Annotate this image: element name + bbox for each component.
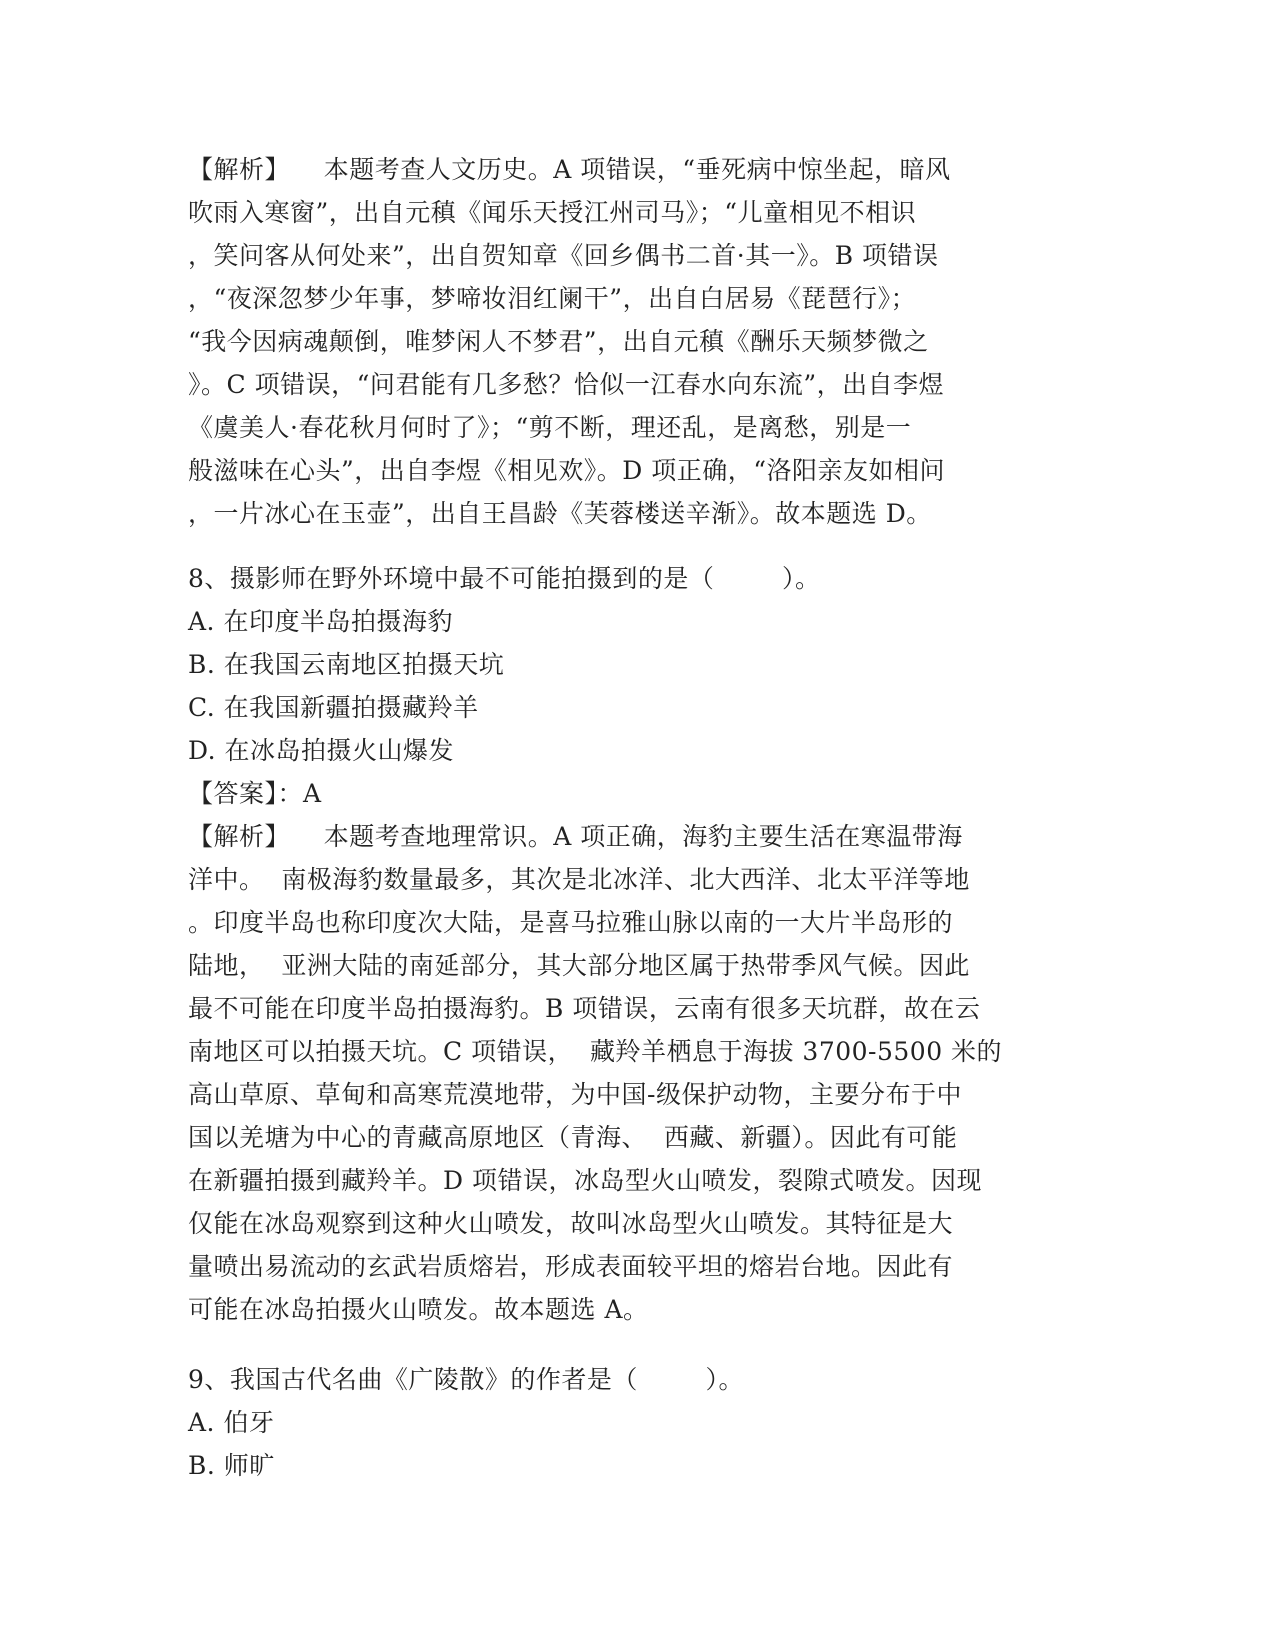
option-a: A. 伯牙 — [188, 1408, 275, 1437]
analysis-line: 《虞美人·春花秋月何时了》；“剪不断，理还乱，是离愁，别是一 — [188, 413, 912, 442]
question-9 — [188, 1358, 1078, 1487]
analysis-line: 。印度半岛也称印度次大陆，是喜马拉雅山脉以南的一大片半岛形的 — [188, 908, 954, 937]
analysis-line: 般滋味在心头”，出自李煜《相见欢》。D 项正确，“洛阳亲友如相问 — [188, 456, 946, 485]
analysis-line: 在新疆拍摄到藏羚羊。D 项错误，冰岛型火山喷发，裂隙式喷发。因现 — [188, 1166, 982, 1195]
option-d: D. 在冰岛拍摄火山爆发 — [188, 736, 455, 765]
analysis-line: 【解析】 本题考查地理常识。A 项正确，海豹主要生活在寒温带海 — [188, 822, 963, 851]
analysis-line: 洋中。 南极海豹数量最多，其次是北冰洋、北大西洋、北太平洋等地 — [188, 865, 970, 894]
question-stem: 8、摄影师在野外环境中最不可能拍摄到的是（ ）。 — [188, 564, 821, 593]
analysis-line: 国以羌塘为中心的青藏高原地区（青海、 西藏、新疆）。因此有可能 — [188, 1123, 958, 1152]
answer-line: 【答案】：A — [188, 779, 322, 808]
analysis-line: 可能在冰岛拍摄火山喷发。故本题选 A。 — [188, 1295, 649, 1324]
analysis-line: ，笑问客从何处来”，出自贺知章《回乡偶书二首·其一》。B 项错误 — [188, 241, 939, 270]
option-a: A. 在印度半岛拍摄海豹 — [188, 607, 453, 636]
analysis-line: 》。C 项错误，“问君能有几多愁？恰似一江春水向东流”，出自李煜 — [188, 370, 945, 399]
question-stem: 9、我国古代名曲《广陵散》的作者是（ ）。 — [188, 1365, 744, 1394]
question-8 — [188, 557, 1078, 1331]
option-b: B. 师旷 — [188, 1451, 275, 1480]
analysis-line: 仅能在冰岛观察到这种火山喷发，故叫冰岛型火山喷发。其特征是大 — [188, 1209, 954, 1238]
analysis-line: ，“夜深忽梦少年事，梦啼妆泪红阑干”，出自白居易《琵琶行》； — [188, 284, 917, 313]
analysis-line: 吹雨入寒窗”，出自元稹《闻乐天授江州司马》；“儿童相见不相识 — [188, 198, 917, 227]
analysis-line: ，一片冰心在玉壶”，出自王昌龄《芙蓉楼送辛渐》。故本题选 D。 — [188, 499, 932, 528]
analysis-line: 南地区可以拍摄天坑。C 项错误， 藏羚羊栖息于海拔 3700-5500 米的 — [188, 1037, 1003, 1066]
analysis-line: 最不可能在印度半岛拍摄海豹。B 项错误，云南有很多天坑群，故在云 — [188, 994, 981, 1023]
option-c: C. 在我国新疆拍摄藏羚羊 — [188, 693, 479, 722]
analysis-line: 【解析】 本题考查人文历史。A 项错误，“垂死病中惊坐起，暗风 — [188, 155, 951, 184]
option-b: B. 在我国云南地区拍摄天坑 — [188, 650, 505, 679]
analysis-line: “我今因病魂颠倒，唯梦闲人不梦君”，出自元稹《酬乐天频梦微之 — [188, 327, 929, 356]
analysis-q7 — [188, 148, 1078, 535]
analysis-line: 陆地， 亚洲大陆的南延部分，其大部分地区属于热带季风气候。因此 — [188, 951, 970, 980]
analysis-line: 量喷出易流动的玄武岩质熔岩，形成表面较平坦的熔岩台地。因此有 — [188, 1252, 954, 1281]
analysis-line: 高山草原、草甸和高寒荒漠地带，为中国-级保护动物，主要分布于中 — [188, 1080, 962, 1109]
